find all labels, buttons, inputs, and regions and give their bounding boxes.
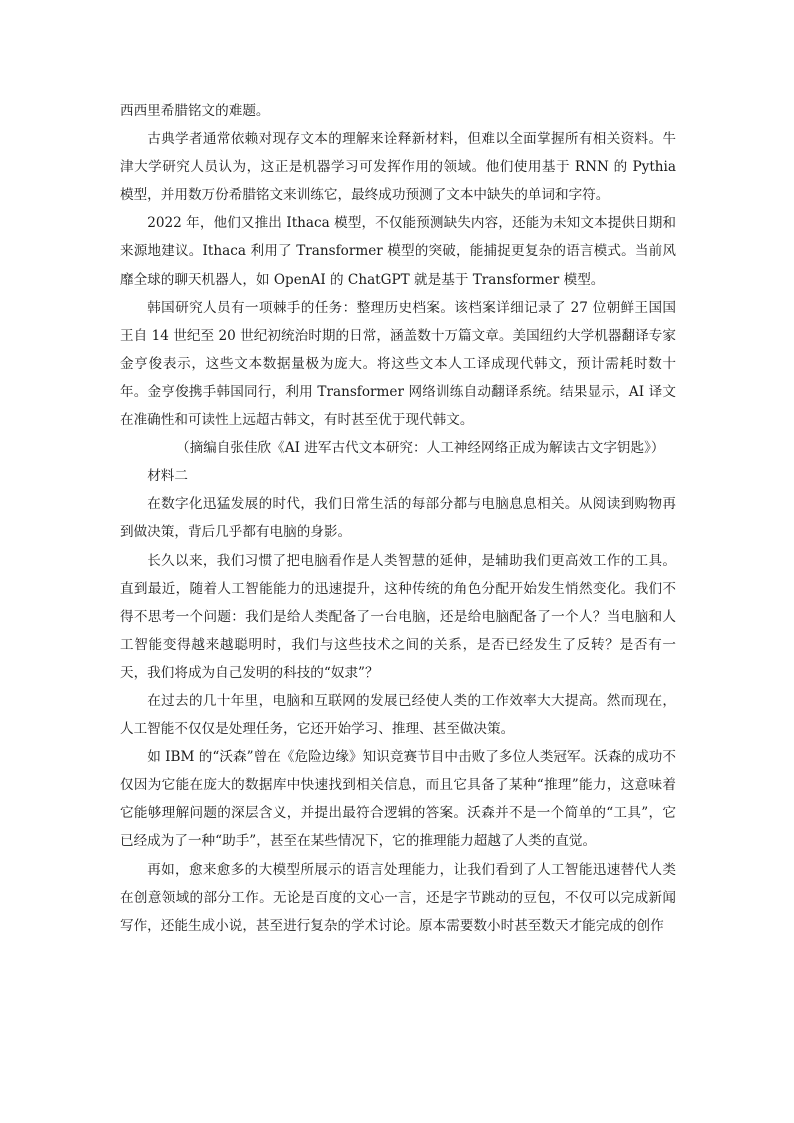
source-citation: （摘编自张佳欣《AI 进军古代文本研究：人工神经网络正成为解读古文字钥匙》）	[176, 440, 665, 457]
paragraph-ibm-watson: 如 IBM 的“沃森”曾在《危险边缘》知识竞赛节目中击败了多位人类冠军。沃森的成功不仅因为它能在庞大的数据库中快速找到相关信息，而且它具备了某种“推理”能力，这意味着它能够理解问题的深层含义，并提出最符合逻辑的答案。沃森并不是一个简单的“工具”，它已经成为了一种“助手”，甚至在某些情况下，它的推理能力超越了人类的直觉。	[120, 749, 676, 850]
article-body	[120, 97, 676, 940]
paragraph-past-decades: 在过去的几十年里，电脑和互联网的发展已经使人类的工作效率大大提高。然而现在，人工智能不仅仅是处理任务，它还开始学习、推理、甚至做决策。	[120, 692, 676, 738]
paragraph-large-models: 再如，愈来愈多的大模型所展示的语言处理能力，让我们看到了人工智能迅速替代人类在创意领域的部分工作。无论是百度的文心一言，还是字节跳动的豆包，不仅可以完成新闻写作，还能生成小说，甚至进行复杂的学术讨论。原本需要数小时甚至数天才能完成的创作	[120, 861, 676, 934]
paragraph-classical-scholars: 古典学者通常依赖对现存文本的理解来诠释新材料，但难以全面掌握所有相关资料。牛津大学研究人员认为，这正是机器学习可发挥作用的领域。他们使用基于 RNN 的 Pythia 模型，并用数万份希腊铭文来训练它，最终成功预测了文本中缺失的单词和字符。	[120, 131, 676, 204]
paragraph-continuation: 西西里希腊铭文的难题。	[120, 103, 270, 119]
paragraph-korean-archives: 韩国研究人员有一项棘手的任务：整理历史档案。该档案详细记录了 27 位朝鲜王国国王自 14 世纪至 20 世纪初统治时期的日常，涵盖数十万篇文章。美国纽约大学机器翻译专家金亨俊表示，这些文本数据量极为庞大。将这些文本人工译成现代韩文，预计需耗时数十年。金亨俊携手韩国同行，利用 Transformer 网络训练自动翻译系统。结果显示，AI 译文在准确性和可读性上远超古韩文，有时甚至优于现代韩文。	[120, 299, 676, 429]
paragraph-role-reversal: 长久以来，我们习惯了把电脑看作是人类智慧的延伸，是辅助我们更高效工作的工具。直到最近，随着人工智能能力的迅速提升，这种传统的角色分配开始发生悄然变化。我们不得不思考一个问题：我们是给人类配备了一台电脑，还是给电脑配备了一个人？当电脑和人工智能变得越来越聪明时，我们与这些技术之间的关系，是否已经发生了反转？是否有一天，我们将成为自己发明的科技的“奴隶”？	[120, 552, 676, 681]
paragraph-digital-era: 在数字化迅猛发展的时代，我们日常生活的每部分都与电脑息息相关。从阅读到购物再到做决策，背后几乎都有电脑的身影。	[120, 496, 676, 541]
paragraph-ithaca: 2022 年，他们又推出 Ithaca 模型，不仅能预测缺失内容，还能为未知文本提供日期和来源地建议。Ithaca 利用了 Transformer 模型的突破，能捕捉更复杂的语言模式。当前风靡全球的聊天机器人，如 OpenAI 的 ChatGPT 就是基于 Transformer 模型。	[120, 215, 676, 288]
section-heading-material-two: 材料二	[147, 468, 188, 485]
